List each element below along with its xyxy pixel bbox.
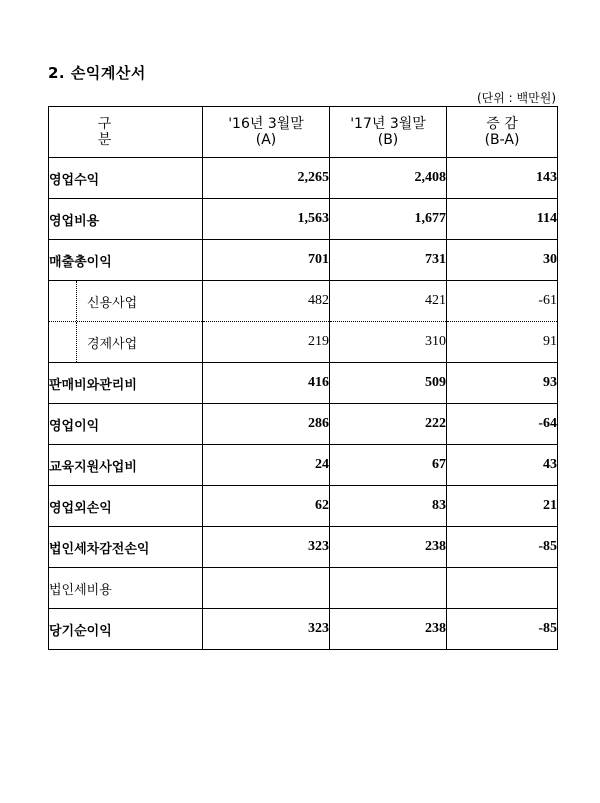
value-2017: 310 (330, 322, 447, 363)
row-label: 영업수익 (49, 158, 203, 199)
header-2016: '16년 3월말 (A) (203, 107, 330, 158)
value-2016: 286 (203, 404, 330, 445)
value-2016: 62 (203, 486, 330, 527)
row-label: 영업이익 (49, 404, 203, 445)
value-2017: 2,408 (330, 158, 447, 199)
indent-divider (76, 322, 77, 362)
value-2016: 482 (203, 281, 330, 322)
indent-divider (76, 281, 77, 321)
value-2017: 67 (330, 445, 447, 486)
value-2016: 219 (203, 322, 330, 363)
table-row (49, 404, 558, 445)
value-2017: 83 (330, 486, 447, 527)
value-2016 (203, 568, 330, 609)
value-2017: 421 (330, 281, 447, 322)
row-label: 신용사업 (87, 295, 138, 311)
header-change: 증 감 (B-A) (447, 107, 558, 158)
value-2017: 509 (330, 363, 447, 404)
row-label: 법인세차감전손익 (49, 527, 203, 568)
value-2016: 2,265 (203, 158, 330, 199)
value-change: 114 (447, 199, 558, 240)
table-header-row (49, 107, 558, 158)
value-2017: 731 (330, 240, 447, 281)
table-row (49, 486, 558, 527)
table-row (49, 527, 558, 568)
value-2017 (330, 568, 447, 609)
income-statement-table (48, 106, 558, 650)
value-2017: 1,677 (330, 199, 447, 240)
table-subrow (49, 322, 558, 363)
value-change: 21 (447, 486, 558, 527)
unit-label: (단위 : 백만원) (477, 91, 556, 105)
header-category: 구 분 (49, 107, 203, 158)
table-row (49, 158, 558, 199)
row-label: 영업비용 (49, 199, 203, 240)
table-row (49, 363, 558, 404)
header-2017: '17년 3월말 (B) (330, 107, 447, 158)
row-label: 당기순이익 (49, 609, 203, 650)
value-change (447, 568, 558, 609)
table-row (49, 609, 558, 650)
table-subrow (49, 281, 558, 322)
section-title: 2. 손익계산서 (48, 64, 146, 82)
value-change: 143 (447, 158, 558, 199)
value-2017: 238 (330, 609, 447, 650)
value-2016: 24 (203, 445, 330, 486)
value-2017: 238 (330, 527, 447, 568)
value-change: 93 (447, 363, 558, 404)
table-row (49, 568, 558, 609)
row-label: 경제사업 (87, 336, 138, 352)
value-change: 91 (447, 322, 558, 363)
row-label: 판매비와관리비 (49, 363, 203, 404)
row-label: 교육지원사업비 (49, 445, 203, 486)
value-change: -61 (447, 281, 558, 322)
value-change: -85 (447, 527, 558, 568)
value-2016: 701 (203, 240, 330, 281)
value-change: 43 (447, 445, 558, 486)
row-label: 매출총이익 (49, 240, 203, 281)
value-change: -64 (447, 404, 558, 445)
row-label: 법인세비용 (49, 568, 203, 609)
table-row (49, 445, 558, 486)
table-row (49, 240, 558, 281)
value-change: 30 (447, 240, 558, 281)
row-label: 영업외손익 (49, 486, 203, 527)
value-2016: 323 (203, 527, 330, 568)
table-row (49, 199, 558, 240)
value-2016: 323 (203, 609, 330, 650)
value-2016: 1,563 (203, 199, 330, 240)
value-change: -85 (447, 609, 558, 650)
subrow-label-cell (49, 281, 203, 322)
subrow-label-cell (49, 322, 203, 363)
value-2016: 416 (203, 363, 330, 404)
value-2017: 222 (330, 404, 447, 445)
